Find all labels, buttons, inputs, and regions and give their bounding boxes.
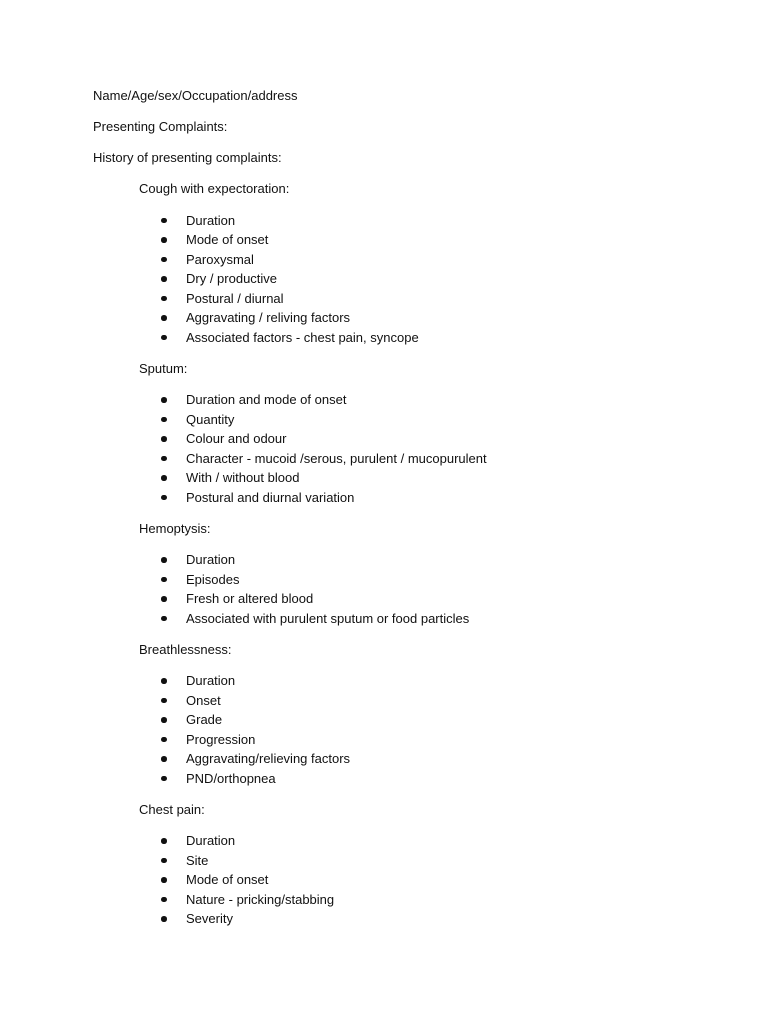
list-item-label: Postural and diurnal variation <box>186 489 355 505</box>
chest-pain-section <box>139 800 713 929</box>
bullet-icon <box>161 335 167 341</box>
list-item <box>139 289 713 309</box>
list-item <box>139 488 713 508</box>
list-item-label: Dry / productive <box>186 271 278 286</box>
list-item <box>139 550 713 570</box>
bullet-icon <box>161 436 167 442</box>
list-item-label: Associated factors - chest pain, syncope <box>186 329 419 345</box>
list-item-label: Duration <box>186 552 236 567</box>
sputum-bullet-list <box>139 390 713 507</box>
presenting-complaints-heading: Presenting Complaints: <box>93 119 228 134</box>
cough-section <box>139 179 713 347</box>
list-item <box>139 671 713 691</box>
list-item <box>139 890 713 910</box>
list-item <box>139 429 713 449</box>
list-item-label: Aggravating / reliving factors <box>186 310 351 325</box>
list-item <box>139 269 713 289</box>
bullet-icon <box>161 456 167 462</box>
bullet-icon <box>161 838 167 844</box>
list-item <box>139 749 713 769</box>
bullet-icon <box>161 877 167 883</box>
breathlessness-section-title: Breathlessness: <box>139 641 232 657</box>
list-item-label: Character - mucoid /serous, purulent / mucopurulent <box>186 450 487 466</box>
list-item-label: Mode of onset <box>186 872 269 887</box>
list-item-label: PND/orthopnea <box>186 770 276 786</box>
bullet-icon <box>161 257 167 263</box>
bullet-icon <box>161 756 167 762</box>
bullet-icon <box>161 916 167 922</box>
sputum-section-title: Sputum: <box>139 360 188 376</box>
list-item <box>139 609 713 629</box>
list-item-label: Aggravating/relieving factors <box>186 751 351 766</box>
bullet-icon <box>161 596 167 602</box>
breathlessness-bullet-list <box>139 671 713 788</box>
hemoptysis-section-title: Hemoptysis: <box>139 520 211 536</box>
list-item <box>139 328 713 348</box>
bullet-icon <box>161 717 167 723</box>
bullet-icon <box>161 417 167 423</box>
list-item-label: Severity <box>186 911 233 926</box>
list-item-label: Site <box>186 852 209 868</box>
list-item-label: Fresh or altered blood <box>186 591 314 606</box>
history-heading: History of presenting complaints: <box>93 150 282 165</box>
list-item-label: Grade <box>186 712 223 727</box>
list-item-label: Duration <box>186 833 236 848</box>
list-item <box>139 211 713 231</box>
list-item <box>139 570 713 590</box>
bullet-icon <box>161 698 167 704</box>
list-item <box>139 410 713 430</box>
breathlessness-section <box>139 640 713 789</box>
bullet-icon <box>161 495 167 501</box>
list-item-label: Progression <box>186 731 256 747</box>
bullet-icon <box>161 237 167 243</box>
document-body <box>93 86 713 940</box>
list-item-label: Postural / diurnal <box>186 290 284 306</box>
bullet-icon <box>161 397 167 403</box>
list-item-label: Duration <box>186 212 236 228</box>
bullet-icon <box>161 475 167 481</box>
list-item <box>139 468 713 488</box>
bullet-icon <box>161 616 167 622</box>
list-item-label: Onset <box>186 692 221 708</box>
bullet-icon <box>161 296 167 302</box>
bullet-icon <box>161 858 167 864</box>
cough-section-title: Cough with expectoration: <box>139 181 290 196</box>
list-item <box>139 730 713 750</box>
bullet-icon <box>161 577 167 583</box>
chest-pain-bullet-list <box>139 831 713 929</box>
list-item <box>139 390 713 410</box>
hemoptysis-section <box>139 519 713 629</box>
bullet-icon <box>161 315 167 321</box>
patient-details-heading: Name/Age/sex/Occupation/address <box>93 88 298 103</box>
list-item <box>139 230 713 250</box>
list-item <box>139 250 713 270</box>
bullet-icon <box>161 218 167 224</box>
list-item <box>139 870 713 890</box>
bullet-icon <box>161 737 167 743</box>
list-item-label: Mode of onset <box>186 232 269 247</box>
chest-pain-section-title: Chest pain: <box>139 801 205 817</box>
list-item <box>139 851 713 871</box>
list-item <box>139 308 713 328</box>
list-item-label: Duration <box>186 673 236 688</box>
list-item <box>139 589 713 609</box>
list-item-label: Quantity <box>186 411 235 427</box>
list-item-label: Colour and odour <box>186 431 287 446</box>
list-item <box>139 831 713 851</box>
bullet-icon <box>161 776 167 782</box>
list-item-label: Nature - pricking/stabbing <box>186 891 335 907</box>
bullet-icon <box>161 557 167 563</box>
bullet-icon <box>161 897 167 903</box>
list-item-label: Episodes <box>186 571 240 587</box>
history-sections <box>93 179 713 929</box>
cough-bullet-list <box>139 211 713 348</box>
list-item-label: Duration and mode of onset <box>186 392 347 407</box>
list-item <box>139 691 713 711</box>
bullet-icon <box>161 678 167 684</box>
hemoptysis-bullet-list <box>139 550 713 628</box>
list-item-label: Associated with purulent sputum or food particles <box>186 610 470 626</box>
bullet-icon <box>161 276 167 282</box>
list-item <box>139 710 713 730</box>
list-item <box>139 909 713 929</box>
sputum-section <box>139 359 713 508</box>
list-item-label: Paroxysmal <box>186 251 254 267</box>
list-item <box>139 769 713 789</box>
list-item <box>139 449 713 469</box>
list-item-label: With / without blood <box>186 470 300 485</box>
